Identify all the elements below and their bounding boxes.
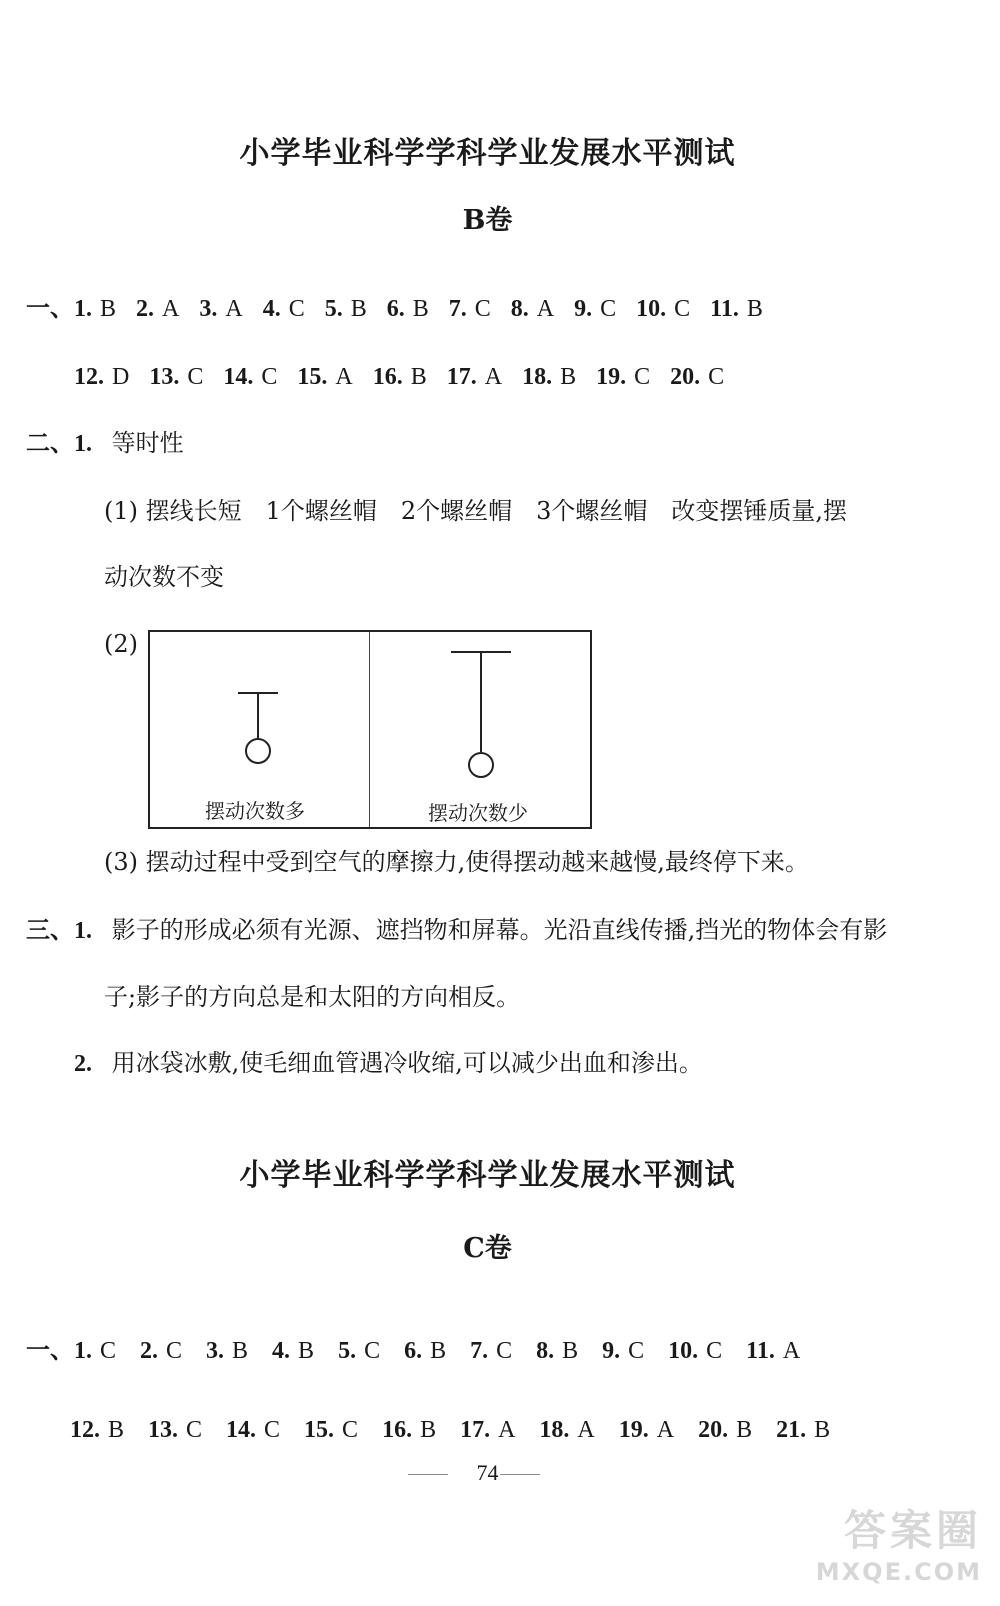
b-s1-row1 [26, 292, 783, 325]
answer-number: 19. [596, 364, 627, 390]
b-s1-row1-answers [74, 294, 783, 322]
answer-number: 8. [536, 1338, 555, 1364]
short-pendulum [238, 693, 278, 763]
answer-item [263, 292, 305, 325]
answer-choice: B [232, 1338, 249, 1364]
answer-number: 14. [223, 364, 254, 390]
c-s1-row1 [26, 1334, 824, 1367]
answer-choice: C [342, 1417, 359, 1443]
b-s3-q1 [26, 914, 887, 947]
answer-number: 1. [74, 296, 92, 322]
answer-choice: A [536, 296, 555, 322]
answer-item [670, 360, 724, 393]
answer-choice: A [225, 296, 243, 322]
answer-item [602, 1334, 644, 1367]
answer-choice: A [782, 1338, 801, 1364]
answer-item [226, 1413, 280, 1446]
b-s1-row2-answers [74, 362, 744, 390]
answer-item [297, 360, 352, 393]
answer-item [511, 292, 554, 325]
answer-item [596, 360, 650, 393]
answer-choice: B [410, 364, 427, 390]
answer-choice: C [166, 1338, 183, 1364]
answer-choice: C [186, 1417, 203, 1443]
answer-number: 16. [372, 364, 403, 390]
b-s2-p3: (3) 摆动过程中受到空气的摩擦力,使得摆动越来越慢,最终停下来。 [104, 848, 809, 876]
answer-choice: D [112, 364, 130, 390]
answer-number: 7. [448, 296, 467, 322]
answer-item [325, 292, 367, 325]
answer-choice: A [335, 364, 353, 390]
answer-number: 11. [746, 1338, 775, 1364]
answer-item [619, 1413, 674, 1446]
answer-choice: B [814, 1417, 831, 1443]
answer-item [74, 360, 129, 393]
answer-choice: C [261, 364, 278, 390]
answer-item [698, 1413, 752, 1446]
answer-item [74, 1334, 116, 1367]
b-s3-label: 三、 [26, 915, 74, 944]
answer-number: 12. [70, 1417, 100, 1443]
answer-number: 10. [668, 1338, 699, 1364]
right-caption: 摆动次数少 [428, 801, 528, 825]
b-s3-q2-num: 2. [74, 1051, 92, 1077]
answer-item [449, 292, 491, 325]
answer-choice: B [430, 1338, 447, 1364]
answer-number: 12. [74, 364, 104, 390]
answer-item [382, 1413, 436, 1446]
b-s1-row2 [74, 360, 744, 393]
answer-choice: A [656, 1417, 675, 1443]
answer-choice: B [298, 1338, 315, 1364]
c-s1-row2 [70, 1413, 854, 1446]
b-subtitle: B卷 [462, 205, 513, 236]
answer-number: 9. [574, 296, 593, 322]
answer-number: 17. [460, 1417, 491, 1443]
answer-item [272, 1334, 314, 1367]
answer-number: 6. [386, 296, 405, 322]
answer-item [199, 292, 242, 325]
answer-choice: C [634, 364, 651, 390]
answer-item [338, 1334, 380, 1367]
answer-number: 6. [404, 1338, 423, 1364]
answer-number: 19. [618, 1417, 649, 1443]
b-s2-q1 [26, 427, 184, 460]
left-caption: 摆动次数多 [205, 799, 305, 823]
answer-item [710, 292, 763, 325]
answer-choice: B [560, 364, 577, 390]
answer-number: 13. [148, 1417, 179, 1443]
answer-choice: B [420, 1417, 437, 1443]
answer-choice: C [288, 296, 305, 322]
answer-number: 13. [149, 364, 180, 390]
c-title: 小学毕业科学学科学业发展水平测试 [239, 1158, 736, 1193]
answer-item [536, 1334, 578, 1367]
answer-choice: A [577, 1417, 595, 1443]
answer-choice: C [264, 1417, 281, 1443]
answer-number: 21. [776, 1417, 807, 1443]
answer-item [387, 292, 429, 325]
answer-number: 8. [510, 296, 529, 322]
answer-number: 5. [338, 1338, 357, 1364]
b-title: 小学毕业科学学科学业发展水平测试 [239, 136, 736, 171]
answer-number: 2. [140, 1338, 159, 1364]
c-s1-row1-answers [74, 1336, 824, 1364]
answer-choice: B [412, 296, 429, 322]
answer-choice: B [108, 1417, 125, 1443]
b-s2-p1-line1: (1) 摆线长短 1个螺丝帽 2个螺丝帽 3个螺丝帽 改变摆锤质量,摆 [104, 497, 848, 525]
answer-number: 1. [74, 1338, 92, 1364]
answer-item [304, 1413, 358, 1446]
answer-number: 18. [522, 364, 553, 390]
long-pendulum [451, 652, 511, 777]
answer-number: 17. [446, 364, 477, 390]
answer-number: 18. [539, 1417, 570, 1443]
answer-number: 15. [304, 1417, 335, 1443]
b-s1-label: 一、 [26, 293, 74, 322]
answer-item [746, 1334, 800, 1367]
answer-item [668, 1334, 722, 1367]
b-s2-p2-label: (2) [104, 630, 138, 658]
answer-choice: A [484, 364, 503, 390]
b-s3-q1-num: 1. [74, 918, 92, 944]
answer-item [460, 1413, 515, 1446]
watermark-line2: MXQE.COM [815, 1558, 982, 1586]
answer-number: 4. [262, 296, 281, 322]
answer-item [140, 1334, 182, 1367]
answer-item [574, 292, 616, 325]
b-s2-p1-line2: 动次数不变 [104, 563, 224, 591]
b-s3-q1-line2: 子;影子的方向总是和太阳的方向相反。 [104, 983, 521, 1011]
answer-number: 5. [324, 296, 343, 322]
answer-number: 3. [206, 1338, 225, 1364]
answer-number: 4. [272, 1338, 291, 1364]
answer-number: 20. [670, 364, 701, 390]
b-s2-q1-num: 1. [74, 431, 92, 457]
c-subtitle: C卷 [463, 1233, 512, 1264]
page-number-dash-right [500, 1474, 540, 1475]
c-s1-label: 一、 [26, 1335, 74, 1364]
answer-choice: C [474, 296, 491, 322]
answer-number: 10. [636, 296, 667, 322]
answer-choice: C [708, 364, 725, 390]
answer-item [70, 1413, 124, 1446]
answer-item [223, 360, 277, 393]
answer-number: 16. [382, 1417, 413, 1443]
answer-item [470, 1334, 512, 1367]
answer-choice: C [187, 364, 204, 390]
b-s2-q1-text: 等时性 [111, 429, 184, 457]
b-s3-q2 [74, 1047, 703, 1080]
b-s2-label: 二、 [26, 428, 74, 457]
answer-choice: B [100, 296, 117, 322]
answer-choice: C [628, 1338, 645, 1364]
watermark-logo [816, 1498, 982, 1586]
answer-choice: A [498, 1417, 516, 1443]
answer-item [539, 1413, 594, 1446]
c-s1-row2-answers [70, 1415, 854, 1443]
answer-item [136, 292, 179, 325]
answer-number: 2. [136, 296, 155, 322]
answer-number: 3. [199, 296, 218, 322]
answer-choice: B [746, 296, 763, 322]
page-number: 74 [476, 1460, 499, 1485]
answer-number: 11. [710, 296, 739, 322]
answer-choice: B [562, 1338, 579, 1364]
answer-choice: B [350, 296, 367, 322]
answer-item [149, 360, 203, 393]
answer-choice: B [736, 1417, 753, 1443]
answer-number: 7. [470, 1338, 489, 1364]
answer-number: 20. [698, 1417, 729, 1443]
answer-item [206, 1334, 248, 1367]
answer-choice: C [706, 1338, 723, 1364]
answer-choice: C [496, 1338, 513, 1364]
answer-number: 9. [602, 1338, 621, 1364]
answer-choice: C [600, 296, 617, 322]
answer-item [522, 360, 576, 393]
answer-number: 15. [297, 364, 328, 390]
answer-number: 14. [226, 1417, 257, 1443]
answer-item [636, 292, 690, 325]
answer-choice: A [162, 296, 180, 322]
answer-choice: C [364, 1338, 381, 1364]
answer-item [404, 1334, 446, 1367]
answer-item [447, 360, 502, 393]
answer-choice: C [674, 296, 691, 322]
answer-item [148, 1413, 202, 1446]
answer-item [373, 360, 427, 393]
watermark-line1: 答案圈 [843, 1506, 982, 1555]
answer-choice: C [100, 1338, 117, 1364]
b-s3-q2-text: 用冰袋冰敷,使毛细血管遇冷收缩,可以减少出血和渗出。 [111, 1049, 703, 1077]
answer-item [776, 1413, 830, 1446]
answer-item [74, 292, 116, 325]
b-s3-q1-line1: 影子的形成必须有光源、遮挡物和屏幕。光沿直线传播,挡光的物体会有影 [111, 916, 888, 944]
